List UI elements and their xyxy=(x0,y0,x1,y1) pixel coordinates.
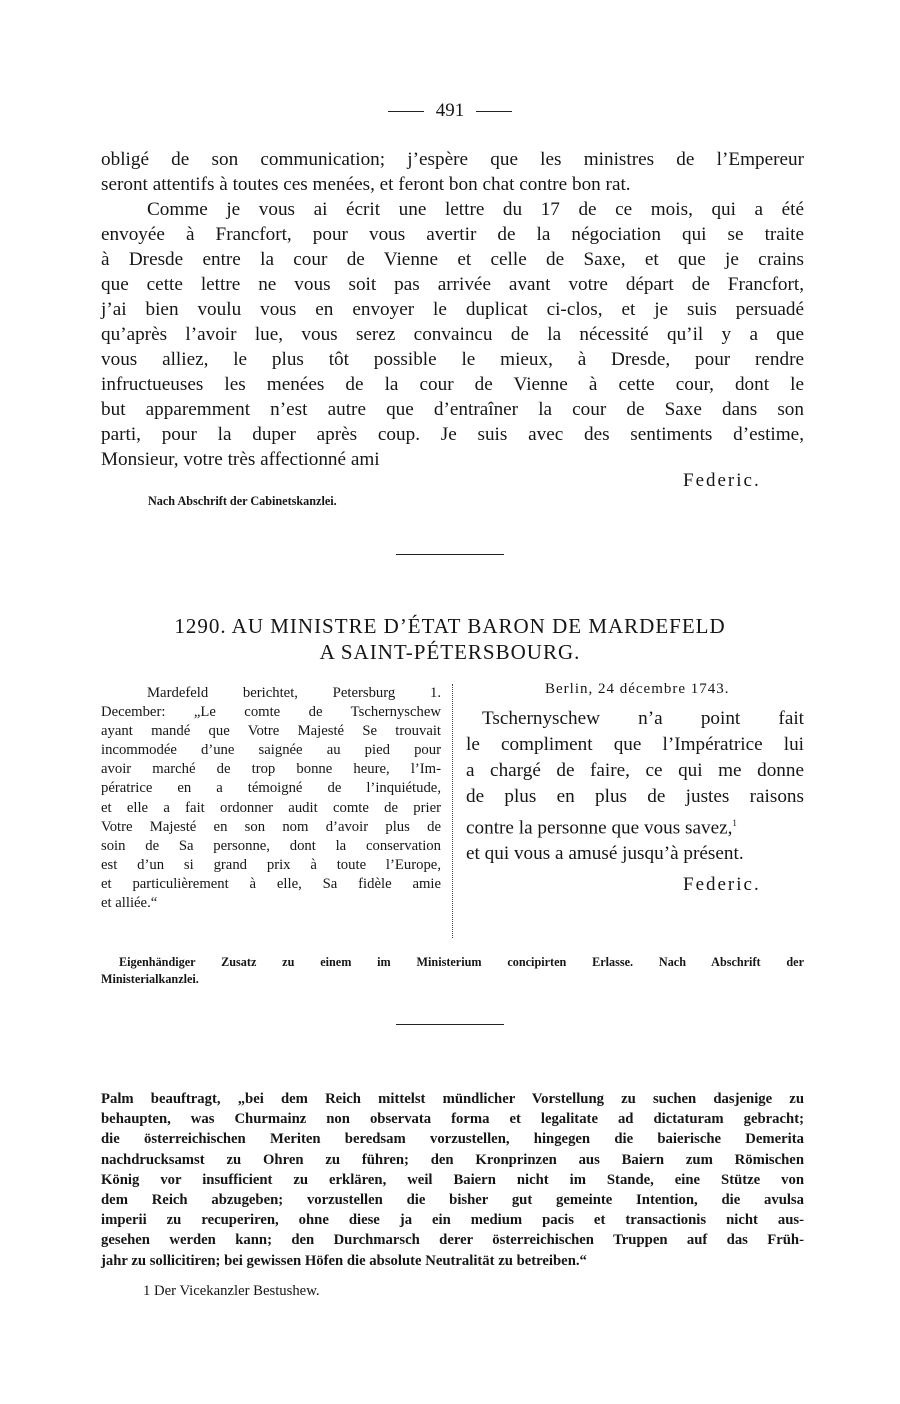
text-line: König vor insufficient zu erklären, weil Baiern nicht im Stande, eine Stütze von xyxy=(101,1171,804,1188)
section-divider xyxy=(396,1024,504,1025)
text-line: obligé de son communication; j’espère que les ministres de l’Empereur xyxy=(101,149,804,170)
letter-end-body xyxy=(101,147,804,472)
text-line: envoyée à Francfort, pour vous avertir de la négociation qui se traite xyxy=(101,224,804,245)
text-line: vous alliez, le plus tôt possible le mieux, à Dresde, pour rendre xyxy=(101,349,804,370)
text-line: jahr zu sollicitiren; bei gewissen Höfen die absolute Neutralität zu betreiben.“ xyxy=(101,1252,587,1269)
section-divider xyxy=(396,554,504,555)
summary-line: pératrice en a témoigné de l’inquiétude, xyxy=(101,780,441,797)
letter-body xyxy=(466,706,804,867)
text-line: nachdrucksamst zu Ohren zu führen; den Kronprinzen aus Baiern zum Römischen xyxy=(101,1151,804,1168)
source-note xyxy=(101,954,804,988)
bottom-paragraph xyxy=(101,1089,804,1271)
text-line: die österreichischen Meriten beredsam vorzustellen, hingegen die baierische Demerita xyxy=(101,1131,804,1148)
summary-line: Votre Majesté en son nom d’avoir plus de xyxy=(101,818,441,835)
text-line: le compliment que l’Impératrice lui xyxy=(466,734,804,755)
text-line xyxy=(466,810,804,841)
page-number: 491 xyxy=(435,100,465,121)
text-line: parti, pour la duper après coup. Je suis avec des sentiments d’estime, xyxy=(101,424,804,445)
text-line: seront attentifs à toutes ces menées, et feront bon chat contre bon rat. xyxy=(101,174,631,195)
page-number-dash-left xyxy=(388,111,424,112)
text-line: Comme je vous ai écrit une lettre du 17 de ce mois, qui a été xyxy=(147,199,804,220)
text-line: et qui vous a amusé jusqu’à présent. xyxy=(466,843,744,865)
text-line: j’ai bien voulu vous en envoyer le duplicat ci-clos, et je suis persuadé xyxy=(101,299,804,320)
signature: Federic. xyxy=(683,874,761,895)
summary-line: soin de Sa personne, dont la conservation xyxy=(101,837,441,854)
text-line: but apparemment n’est autre que d’entraîner la cour de Saxe dans son xyxy=(101,399,804,420)
text-line: infructueuses les menées de la cour de Vienne à cette cour, dont le xyxy=(101,374,804,395)
footnote: 1 Der Vicekanzler Bestushew. xyxy=(143,1283,320,1299)
text-line: gesehen werden kann; den Durchmarsch derer österreichischen Truppen auf das Früh- xyxy=(101,1232,804,1249)
dateline: Berlin, 24 décembre 1743. xyxy=(545,681,730,697)
text-line: à Dresde entre la cour de Vienne et celle de Saxe, et que je crains xyxy=(101,249,804,270)
text-line-content: contre la personne que vous savez, xyxy=(466,817,733,839)
column-divider xyxy=(452,684,453,938)
summary-line: et elle a fait ordonner audit comte de prier xyxy=(101,799,441,816)
letter-title-line2: A SAINT-PÉTERSBOURG. xyxy=(319,640,581,664)
text-line: imperii zu recuperiren, ohne diese ja ein medium pacis et transactionis nicht aus- xyxy=(101,1212,804,1229)
summary-line: avoir marché de trop bonne heure, l’Im- xyxy=(101,761,441,778)
text-line: dem Reich abzugeben; vorzustellen die bisher gut gemeinte Intention, die avulsa xyxy=(101,1192,804,1209)
summary-line: Mardefeld berichtet, Petersburg 1. xyxy=(147,685,441,701)
source-note: Nach Abschrift der Cabinetskanzlei. xyxy=(148,494,337,508)
page-number-row xyxy=(0,100,900,122)
text-line: Monsieur, votre très affectionné ami xyxy=(101,449,380,470)
summary-line: et particulièrement à elle, Sa fidèle amie xyxy=(101,875,441,892)
summary-line: incommodée d’une saignée au pied pour xyxy=(101,742,441,759)
text-line: que cette lettre ne vous soit pas arrivée avant votre départ de Francfort, xyxy=(101,274,804,295)
source-note-line: Ministerialkanzlei. xyxy=(101,972,199,986)
margin-summary xyxy=(101,684,441,913)
text-line: qu’après l’avoir lue, vous serez convaincu de la nécessité qu’il y a que xyxy=(101,324,804,345)
letter-title: 1290. AU MINISTRE D’ÉTAT BARON DE MARDEFELD xyxy=(174,614,726,638)
summary-line: et alliée.“ xyxy=(101,895,158,912)
footnote-marker: 1 xyxy=(732,818,737,828)
source-note-line: Eigenhändiger Zusatz zu einem im Ministerium concipirten Erlasse. Nach Abschrift der xyxy=(119,955,804,969)
summary-line: est d’un si grand prix à toute l’Europe, xyxy=(101,856,441,873)
page-number-dash-right xyxy=(476,111,512,112)
text-line: a chargé de faire, ce qui me donne xyxy=(466,760,804,781)
text-line: Palm beauftragt, „bei dem Reich mittelst mündlicher Vorstellung zu suchen dasjenige zu xyxy=(101,1091,804,1107)
text-line: behaupten, was Churmainz non observata forma et legalitate ad dictaturam gebracht; xyxy=(101,1111,804,1128)
text-line: de plus en plus de justes raisons xyxy=(466,786,804,807)
summary-line: December: „Le comte de Tschernyschew xyxy=(101,704,441,721)
text-line: Tschernyschew n’a point fait xyxy=(482,708,804,729)
summary-line: ayant mandé que Votre Majesté Se trouvait xyxy=(101,723,441,740)
signature: Federic. xyxy=(683,470,761,491)
